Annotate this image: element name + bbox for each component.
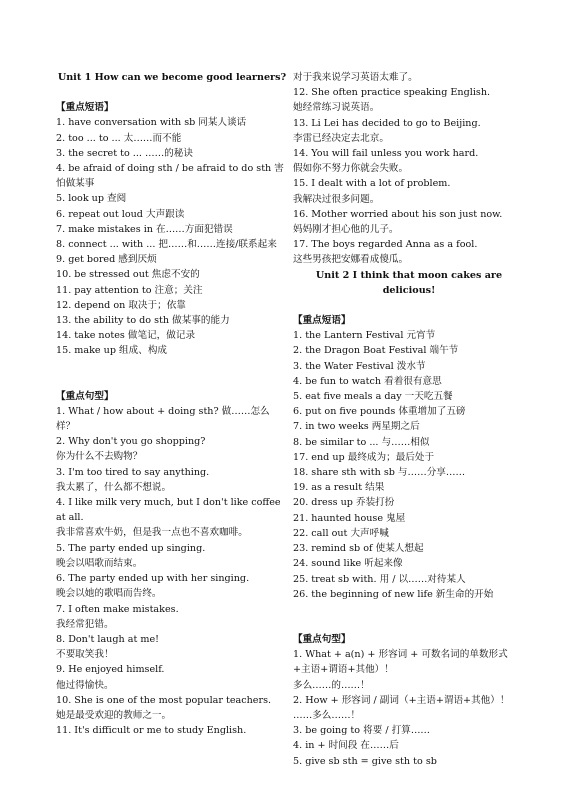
list-item: 6. repeat out loud 大声跟读 <box>56 208 185 220</box>
list-item: 8. Don't laugh at me! <box>56 633 159 645</box>
list-item: 15. I dealt with a lot of problem. <box>293 178 451 190</box>
list-item: 3. be going to 将要 / 打算…… <box>293 725 431 737</box>
list-item: 3. I'm too tired to say anything. <box>56 466 210 478</box>
list-item: 25. treat sb with. 用 / 以……对待某人 <box>293 573 466 585</box>
list-item: 我太累了，什么都不想说。 <box>56 481 172 493</box>
list-item: 3. the Water Festival 泼水节 <box>293 360 426 372</box>
list-item: 8. connect ... with ... 把……和……连接/联系起来 <box>56 239 277 251</box>
list-item: 13. Li Lei has decided to go to Beijing. <box>293 117 481 129</box>
list-item: 9. get bored 感到厌烦 <box>56 254 157 266</box>
list-item: 20. dress up 乔装打扮 <box>293 497 395 509</box>
unit2-title: Unit 2 I think that moon cakes are delicious! <box>315 269 503 296</box>
list-item: 12. depend on 取决于；依靠 <box>56 299 186 311</box>
list-item: 多么……的……！ <box>293 679 370 691</box>
list-item: 22. call out 大声呼喊 <box>293 527 389 539</box>
list-item: 1. What / how about + doing sth? 做……怎么样？ <box>56 405 270 433</box>
list-item: 4. be afraid of doing sth / be afraid to do sth 害怕做某事 <box>56 163 284 190</box>
list-item: 5. eat five meals a day 一天吃五餐 <box>293 391 453 403</box>
sentences-heading-unit2: 【重点句型】 <box>293 633 351 645</box>
list-item: 7. in two weeks 两星期之后 <box>293 421 420 433</box>
list-item: 18. share sth with sb 与……分享…… <box>293 467 466 479</box>
phrases-list-unit1 <box>56 115 288 358</box>
right-column <box>293 70 525 769</box>
list-item: 4. I like milk very much, but I don't like coffee at all. <box>56 497 281 524</box>
list-item: 4. in + 时间段 在……后 <box>293 740 399 752</box>
list-item: 晚会以她的歌唱而告终。 <box>56 588 162 600</box>
list-item: 8. be similar to ... 与……相似 <box>293 436 430 448</box>
sentences-list-unit1 <box>56 404 288 738</box>
list-item: 10. She is one of the most popular teachers. <box>56 694 272 706</box>
list-item: 11. It's difficult or me to study English. <box>56 725 247 737</box>
list-item: 15. make up 组成、构成 <box>56 345 168 357</box>
list-item: 晚会以唱歌而结束。 <box>56 557 143 569</box>
list-item: 我解决过很多问题。 <box>293 193 380 205</box>
list-item: 她是最受欢迎的教师之一。 <box>56 709 172 721</box>
left-column <box>56 70 288 738</box>
list-item: 5. The party ended up singing. <box>56 542 206 554</box>
phrases-heading-unit2: 【重点短语】 <box>293 315 351 327</box>
list-item: 妈妈刚才担心他的儿子。 <box>293 224 399 236</box>
list-item: 3. the secret to ... ……的秘诀 <box>56 147 193 159</box>
list-item: 14. take notes 做笔记，做记录 <box>56 330 196 342</box>
list-item: 李雷已经决定去北京。 <box>293 132 389 144</box>
list-item: 17. end up 最终成为；最后处于 <box>293 451 435 463</box>
list-item: 6. put on five pounds 体重增加了五磅 <box>293 406 466 418</box>
list-item: 12. She often practice speaking English. <box>293 87 491 99</box>
list-item: 2. too ... to ... 太……而不能 <box>56 132 182 144</box>
list-item: 24. sound like 听起来像 <box>293 558 403 570</box>
list-item: 2. the Dragon Boat Festival 端午节 <box>293 345 459 357</box>
list-item: 17. The boys regarded Anna as a fool. <box>293 239 478 251</box>
list-item: 他过得愉快。 <box>56 679 114 691</box>
list-item: 对于我来说学习英语太难了。 <box>293 72 418 83</box>
list-item: ……多么……！ <box>293 709 361 721</box>
list-item: 1. What + a(n) + 形容词 + 可数名词的单数形式+主语+谓语+其他）！ <box>293 649 508 676</box>
list-item: 假如你不努力你就会失败。 <box>293 163 409 175</box>
list-item: 26. the beginning of new life 新生命的开始 <box>293 588 494 600</box>
list-item: 21. haunted house 鬼屋 <box>293 512 406 524</box>
list-item: 这些男孩把安娜看成傻瓜。 <box>293 254 409 266</box>
sentences-heading-unit1: 【重点句型】 <box>56 390 114 402</box>
list-item: 11. pay attention to 注意；关注 <box>56 284 203 296</box>
list-item: 我经常犯错。 <box>56 618 114 630</box>
list-item: 4. be fun to watch 看着很有意思 <box>293 375 442 387</box>
list-item: 14. You will fail unless you work hard. <box>293 148 479 160</box>
list-item: 9. He enjoyed himself. <box>56 664 165 676</box>
list-item: 1. have conversation with sb 同某人谈话 <box>56 117 247 129</box>
list-item: 7. make mistakes in 在……方面犯错误 <box>56 223 233 235</box>
list-item: 你为什么不去购物？ <box>56 451 143 463</box>
list-item: 16. Mother worried about his son just now. <box>293 208 503 220</box>
list-item: 10. be stressed out 焦虑不安的 <box>56 269 200 281</box>
list-item: 23. remind sb of 使某人想起 <box>293 543 424 555</box>
list-item: 7. I often make mistakes. <box>56 603 179 615</box>
phrases-list-unit2 <box>293 328 525 602</box>
list-item: 我非常喜欢牛奶，但是我一点也不喜欢咖啡。 <box>56 527 248 539</box>
list-item: 13. the ability to do sth 做某事的能力 <box>56 315 230 327</box>
list-item: 5. look up 查阅 <box>56 193 127 205</box>
list-item: 5. give sb sth = give sth to sb <box>293 755 437 767</box>
sentences-list-unit1-continued <box>293 70 525 268</box>
list-item: 6. The party ended up with her singing. <box>56 573 250 585</box>
unit1-title: Unit 1 How can we become good learners? <box>57 72 287 83</box>
list-item: 19. as a result 结果 <box>293 482 385 494</box>
list-item: 2. How + 形容词 / 副词（+主语+谓语+其他）！ <box>293 694 510 706</box>
list-item: 不要取笑我！ <box>56 649 114 661</box>
list-item: 她经常练习说英语。 <box>293 102 380 114</box>
list-item: 1. the Lantern Festival 元宵节 <box>293 330 436 342</box>
list-item: 2. Why don't you go shopping? <box>56 436 206 448</box>
phrases-heading-unit1: 【重点短语】 <box>56 102 114 114</box>
sentences-list-unit2 <box>293 647 525 769</box>
